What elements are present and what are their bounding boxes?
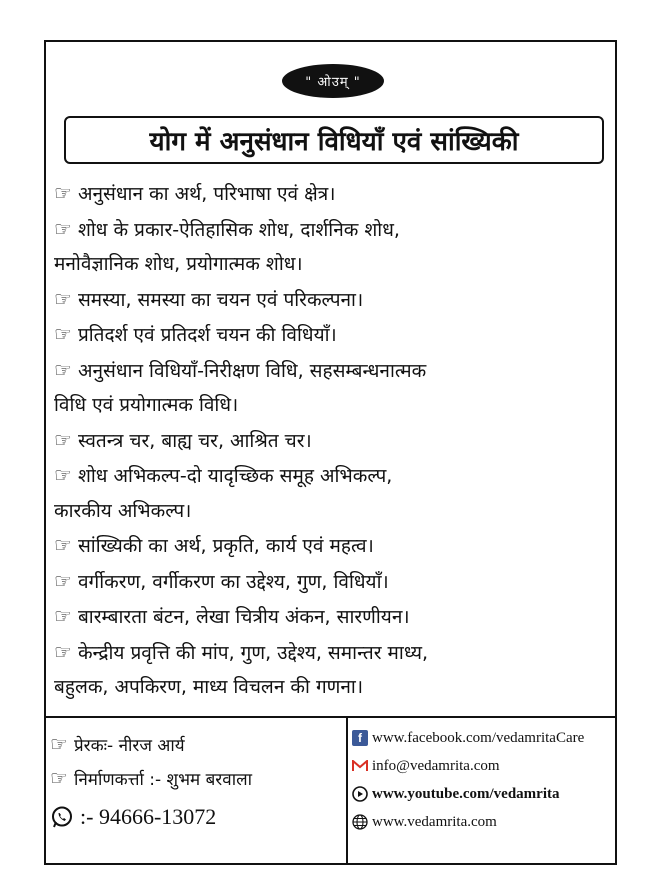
pointing-hand-icon: ☞	[54, 216, 72, 241]
list-item-continuation	[54, 247, 614, 282]
list-item-text: अनुसंधान विधियाँ-निरीक्षण विधि, सहसम्बन्धनात्मक	[77, 359, 427, 382]
phone-line	[50, 804, 340, 830]
facebook-line[interactable]	[352, 724, 614, 752]
pointing-hand-icon: ☞	[54, 357, 72, 382]
list-item	[54, 282, 614, 318]
youtube-link[interactable]: www.youtube.com/vedamrita	[372, 786, 560, 802]
list-item	[54, 423, 614, 459]
list-item-continuation	[54, 670, 614, 705]
pointing-hand-icon: ☞	[54, 322, 72, 346]
list-item	[54, 212, 614, 248]
list-item-text: स्वतन्त्र चर, बाह्य चर, आश्रित चर।	[77, 429, 312, 452]
credits-block	[50, 728, 340, 830]
list-item-text: समस्या, समस्या का चयन एवं परिकल्पना।	[77, 288, 364, 311]
list-item-text: बारम्बारता बंटन, लेखा चित्रीय अंकन, सारणीयन।	[77, 606, 410, 628]
list-item	[54, 528, 614, 564]
list-item-text: प्रतिदर्श एवं प्रतिदर्श चयन की विधियाँ।	[77, 324, 337, 346]
pointing-hand-icon: ☞	[50, 732, 68, 756]
nirmata-line	[50, 762, 340, 796]
topic-list	[54, 176, 614, 705]
phone-number: :- 94666-13072	[80, 804, 217, 829]
pointing-hand-icon: ☞	[54, 604, 72, 628]
gmail-icon	[352, 758, 368, 774]
list-item	[54, 317, 614, 353]
list-item-text: बहुलक, अपकिरण, माध्य विचलन की गणना।	[54, 676, 364, 698]
list-item-text: शोध के प्रकार-ऐतिहासिक शोध, दार्शनिक शोध,	[77, 218, 400, 241]
list-item-text: कारकीय अभिकल्प।	[54, 499, 192, 522]
list-item	[54, 458, 614, 494]
email-link[interactable]: info@vedamrita.com	[372, 758, 500, 774]
pointing-hand-icon: ☞	[54, 533, 72, 557]
list-item	[54, 564, 614, 600]
youtube-line[interactable]	[352, 780, 614, 808]
list-item-text: वर्गीकरण, वर्गीकरण का उद्देश्य, गुण, विधियाँ।	[77, 570, 389, 593]
pointing-hand-icon: ☞	[54, 181, 72, 205]
list-item-continuation	[54, 388, 614, 423]
pointing-hand-icon: ☞	[54, 639, 72, 664]
footer-divider	[44, 716, 617, 718]
list-item-text: केन्द्रीय प्रवृत्ति की मांप, गुण, उद्देश्य, समान्तर माध्य,	[77, 641, 429, 664]
list-item	[54, 599, 614, 635]
pointing-hand-icon: ☞	[54, 463, 72, 487]
list-item-text: विधि एवं प्रयोगात्मक विधि।	[54, 394, 239, 416]
footer-column-divider	[346, 716, 348, 865]
list-item-text: सांख्यिकी का अर्थ, प्रकृति, कार्य एवं महत्व।	[77, 535, 374, 557]
website-line[interactable]	[352, 808, 614, 836]
list-item-text: अनुसंधान का अर्थ, परिभाषा एवं क्षेत्र।	[77, 183, 336, 205]
title-box	[64, 116, 604, 164]
pointing-hand-icon: ☞	[54, 568, 72, 593]
pointing-hand-icon: ☞	[54, 427, 72, 452]
facebook-icon: f	[352, 730, 368, 746]
list-item-text: शोध अभिकल्प-दो यादृच्छिक समूह अभिकल्प,	[77, 465, 393, 487]
om-label: " ओउम् "	[305, 75, 361, 90]
globe-icon	[352, 814, 368, 830]
facebook-link[interactable]: www.facebook.com/vedamritaCare	[372, 730, 585, 746]
list-item-continuation	[54, 494, 614, 529]
whatsapp-icon	[50, 805, 74, 829]
prerak-line	[50, 728, 340, 762]
page-title: योग में अनुसंधान विधियाँ एवं सांख्यिकी	[149, 127, 519, 157]
om-badge	[282, 64, 384, 98]
nirmata-text: निर्माणकर्त्ता :- शुभम बरवाला	[73, 770, 253, 790]
email-line[interactable]	[352, 752, 614, 780]
website-link[interactable]: www.vedamrita.com	[372, 814, 497, 830]
youtube-icon	[352, 786, 368, 802]
pointing-hand-icon: ☞	[50, 766, 68, 790]
list-item	[54, 353, 614, 389]
list-item	[54, 635, 614, 671]
list-item	[54, 176, 614, 212]
contact-block	[352, 724, 614, 836]
list-item-text: मनोवैज्ञानिक शोध, प्रयोगात्मक शोध।	[54, 253, 303, 275]
prerak-text: प्रेरकः- नीरज आर्य	[73, 736, 185, 756]
pointing-hand-icon: ☞	[54, 286, 72, 311]
